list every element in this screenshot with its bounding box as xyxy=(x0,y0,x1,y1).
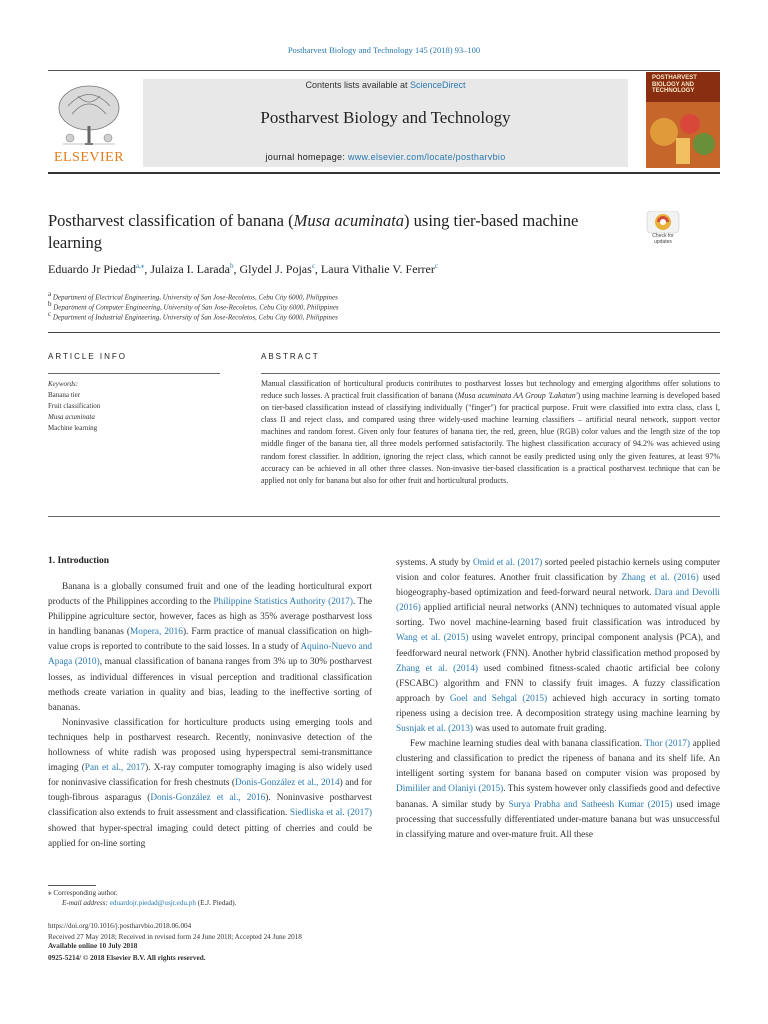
author-name[interactable]: Eduardo Jr Piedad xyxy=(48,262,136,276)
title-italic: Musa acuminata xyxy=(293,211,405,230)
abstract-text xyxy=(261,378,720,487)
received-dates: Received 27 May 2018; Received in revised form 24 June 2018; Accepted 24 June 2018 xyxy=(48,933,302,941)
title-part-2: ) using tier-based machine learning xyxy=(48,211,579,252)
body-text: used combined fitness-scaled chaotic artificial bee colony (FSCABC) algorithm and FNN to classify fruit images. A fuzzy classification approach by xyxy=(396,663,720,704)
author-list xyxy=(48,262,708,277)
author-sup[interactable]: c xyxy=(434,262,438,270)
body-text: systems. A study by xyxy=(396,558,473,568)
citation-link[interactable]: Wang et al. (2015) xyxy=(396,633,469,644)
citation-link[interactable]: Omid et al. (2017) xyxy=(472,558,543,568)
citation-link[interactable]: Philippine Statistics Authority (2017) xyxy=(213,597,353,608)
contents-line xyxy=(143,80,628,90)
crossmark-label[interactable]: Check for updates xyxy=(652,233,674,245)
paragraph xyxy=(48,716,372,852)
citation-link[interactable]: Siedliska et al. (2017) xyxy=(289,808,372,819)
footnote-rule xyxy=(48,885,96,886)
body-text: Noninvasive classification for horticulture products using emerging tools and techniques help in postharvest research. Recently, noninvasive detection of the hollowness of white radish was proposed using hyperspectral semi-transmittance imaging ( xyxy=(48,717,372,774)
affiliation-sup: b xyxy=(48,300,52,308)
cover-art xyxy=(646,102,720,168)
paragraph xyxy=(48,580,372,716)
author-name[interactable]: Laura Vithalie V. Ferrer xyxy=(320,262,435,276)
body-text: using wavelet entropy, principal component analysis (PCA), and feedforward neural network (FNN). Another hybrid classification method proposed by xyxy=(396,633,720,659)
citation-link[interactable]: Goel and Sehgal (2015) xyxy=(449,693,548,704)
body-text: ). X-ray computer tomography imaging is also widely used for noninvasive classification for fresh chestnuts ( xyxy=(48,763,372,789)
section-heading-introduction: 1. Introduction xyxy=(48,556,110,566)
author-sup[interactable]: a,⁎ xyxy=(135,262,145,270)
contents-prefix: Contents lists available at xyxy=(305,80,411,90)
affiliation-text: Department of Computer Engineering, University of San Jose-Recoletos, Cebu City 6000, Philippines xyxy=(53,303,339,312)
homepage-prefix: journal homepage: xyxy=(265,152,348,162)
body-text: ). Farm practice of manual classification on high-value crops is reported to contribute to the said losses. In a study of xyxy=(48,627,372,653)
copyright: 0925-5214/ © 2018 Elsevier B.V. All rights reserved. xyxy=(48,954,206,962)
body-text: . The Philippine agriculture sector, however, faces as high as 35% average postharvest loss in handling bananas ( xyxy=(48,597,372,638)
banner-top-rule xyxy=(48,70,720,71)
body-text: applied artificial neural networks (ANN) techniques to automated visual apple sorting. Two novel machine-learning based fruit classification was introduced by xyxy=(396,603,720,629)
citation-link[interactable]: Dara and Devolli (2016) xyxy=(396,588,720,614)
banner-bottom-rule xyxy=(48,172,720,174)
body-text: used image processing that successfully differentiated under-mature banana but was unsuccessful in classifying mature and over-mature fruit. All these xyxy=(396,799,721,840)
corresponding-author-note: ⁎ Corresponding author. xyxy=(48,889,118,897)
citation-link[interactable]: Donis-González et al., 2014 xyxy=(235,778,340,789)
body-text: . This system however only classifieds good and defective bananas. A similar study by xyxy=(396,784,720,810)
citation-link[interactable]: Susnjak et al. (2013) xyxy=(396,724,473,735)
body-text: achieved high accuracy in sorting tomato ripeness using a decision tree. A decomposition strategy using machine learning by xyxy=(396,693,721,719)
elsevier-wordmark[interactable]: ELSEVIER xyxy=(53,150,125,165)
affiliation xyxy=(48,310,338,321)
keyword: Musa acuminata xyxy=(48,413,95,421)
sciencedirect-link[interactable]: ScienceDirect xyxy=(410,80,466,90)
author-name[interactable]: Julaiza I. Larada xyxy=(150,262,230,276)
article-info-rule xyxy=(48,373,220,374)
keywords-title: Keywords: xyxy=(48,380,79,388)
affiliation-sup: c xyxy=(48,310,52,318)
body-text: showed that hyper-spectral imaging could detect pitting of cherries and could be applied for on-line sorting xyxy=(48,823,372,849)
author-sep: , xyxy=(233,262,240,276)
author-name[interactable]: Glydel J. Pojas xyxy=(239,262,312,276)
citation-link[interactable]: Zhang et al. (2016) xyxy=(621,573,699,584)
citation-link[interactable]: Mopera, 2016 xyxy=(130,627,183,638)
citation-link[interactable]: Dimililer and Olaniyi (2015) xyxy=(396,784,504,795)
journal-homepage-line xyxy=(143,152,628,162)
body-text: , manual classification of banana ranges from 3% up to 30% postharvest losses, as individual differences in visual perception and traditional classification methods create variation in quality and bias, leading to the ineffective sorting of bananas. xyxy=(48,657,373,713)
running-header[interactable]: Postharvest Biology and Technology 145 (2018) 93–100 xyxy=(287,45,481,55)
journal-cover-thumbnail[interactable] xyxy=(646,72,720,168)
citation-link[interactable]: Zhang et al. (2014) xyxy=(396,663,478,674)
citation-link[interactable]: Donis-González et al., 2016 xyxy=(150,793,266,804)
homepage-link[interactable]: www.elsevier.com/locate/postharvbio xyxy=(347,152,506,162)
abstract-part-1: Manual classification of horticultural products contributes to postharvest losses but technology and emerging algorithms offer solutions to reduce such losses. A practical fruit classification of banana ( xyxy=(261,379,720,401)
keyword: Fruit classification xyxy=(48,402,101,410)
abstract-part-2: ) using machine learning is developed based on tier-based classification instead of classifying individually ("finger") for practical purpose. Fruit were classified into extra class, class I, class II and reject class, and compared using three widely-used machine learning classifiers – artificial neural network, support vector machines and random forest. Given only four features of banana tier, the red, green, blue (RGB) color values and the length size of the top middle finger of the banana tier, all three models performed satisfactorily. The highest classification accuracy of 94.2% was achieved using random forest classifier. In addition, ignoring the reject class, which cannot be easily predicted using only the given features, at least 97% accuracy can be achieved in all other three classes. Non-invasive tier-based classification is a practical postharvest technique that can be applied not only for banana but also for other fruit and horticultural products. xyxy=(261,391,721,485)
abstract-rule xyxy=(261,373,720,374)
affiliation-rule xyxy=(48,332,720,333)
left-column xyxy=(48,580,372,852)
body-text: applied clustering and classification to predict the ripeness of banana and its shelf life. An intelligent sorting system for banana based on computer vision was proposed by xyxy=(396,739,720,780)
affiliation-sup: a xyxy=(48,290,52,298)
body-text: ) and for tough-fibrous asparagus ( xyxy=(48,778,372,804)
email-note xyxy=(62,899,236,907)
available-online: Available online 10 July 2018 xyxy=(48,942,138,950)
paragraph xyxy=(396,556,720,737)
body-text: ). Noninvasive postharvest classification also extends to fruit assessment and classification. xyxy=(48,793,372,819)
body-text: Few machine learning studies deal with banana classification. xyxy=(410,739,645,750)
body-text: used biogeography-based optimization and feed-forward neural network. xyxy=(396,573,720,599)
body-text: Banana is a globally consumed fruit and one of the leading horticultural export products of the Philippines according to the xyxy=(48,582,372,608)
right-column xyxy=(396,556,720,843)
article-title xyxy=(48,210,608,254)
affiliation-text: Department of Electrical Engineering, University of San Jose-Recoletos, Cebu City 6000, Philippines xyxy=(52,293,338,302)
citation-link[interactable]: Thor (2017) xyxy=(644,739,690,750)
citation-link[interactable]: Surya Prabha and Satheesh Kumar (2015) xyxy=(508,799,673,810)
keyword: Machine learning xyxy=(48,424,98,432)
email-suffix: (E.J. Piedad). xyxy=(195,899,237,907)
citation-link[interactable]: Pan et al., 2017 xyxy=(84,763,146,774)
abstract-italic: Musa acuminata AA Group 'Lakatan' xyxy=(457,391,578,401)
affiliation-text: Department of Industrial Engineering, University of San Jose-Recoletos, Cebu City 6000, Philippines xyxy=(52,313,338,322)
journal-title: Postharvest Biology and Technology xyxy=(260,108,511,127)
paragraph xyxy=(396,737,720,843)
keyword: Banana tier xyxy=(48,391,81,399)
crossmark-icon[interactable] xyxy=(643,211,683,253)
doi-link[interactable]: https://doi.org/10.1016/j.postharvbio.2018.06.004 xyxy=(48,922,192,930)
article-info-heading: ARTICLE INFO xyxy=(48,352,127,361)
citation-link[interactable]: Aquino-Nuevo and Apaga (2010) xyxy=(48,642,372,668)
author-sup[interactable]: c xyxy=(311,262,315,270)
email-label: E-mail address: xyxy=(62,899,110,907)
author-sep: , xyxy=(144,262,151,276)
author-sep: , xyxy=(314,262,321,276)
author-sup[interactable]: b xyxy=(229,262,234,270)
body-text: sorted peeled pistachio kernels using computer vision and color features. Another fruit classification by xyxy=(396,558,721,584)
abstract-bottom-rule xyxy=(48,516,720,517)
cover-title: POSTHARVEST BIOLOGY AND TECHNOLOGY xyxy=(652,75,697,94)
body-text: was used to automate fruit grading. xyxy=(472,724,607,735)
title-part-1: Postharvest classification of banana ( xyxy=(48,211,294,230)
email-link[interactable]: eduardojr.piedad@usjr.edu.ph xyxy=(109,899,196,907)
abstract-heading: ABSTRACT xyxy=(261,352,320,361)
